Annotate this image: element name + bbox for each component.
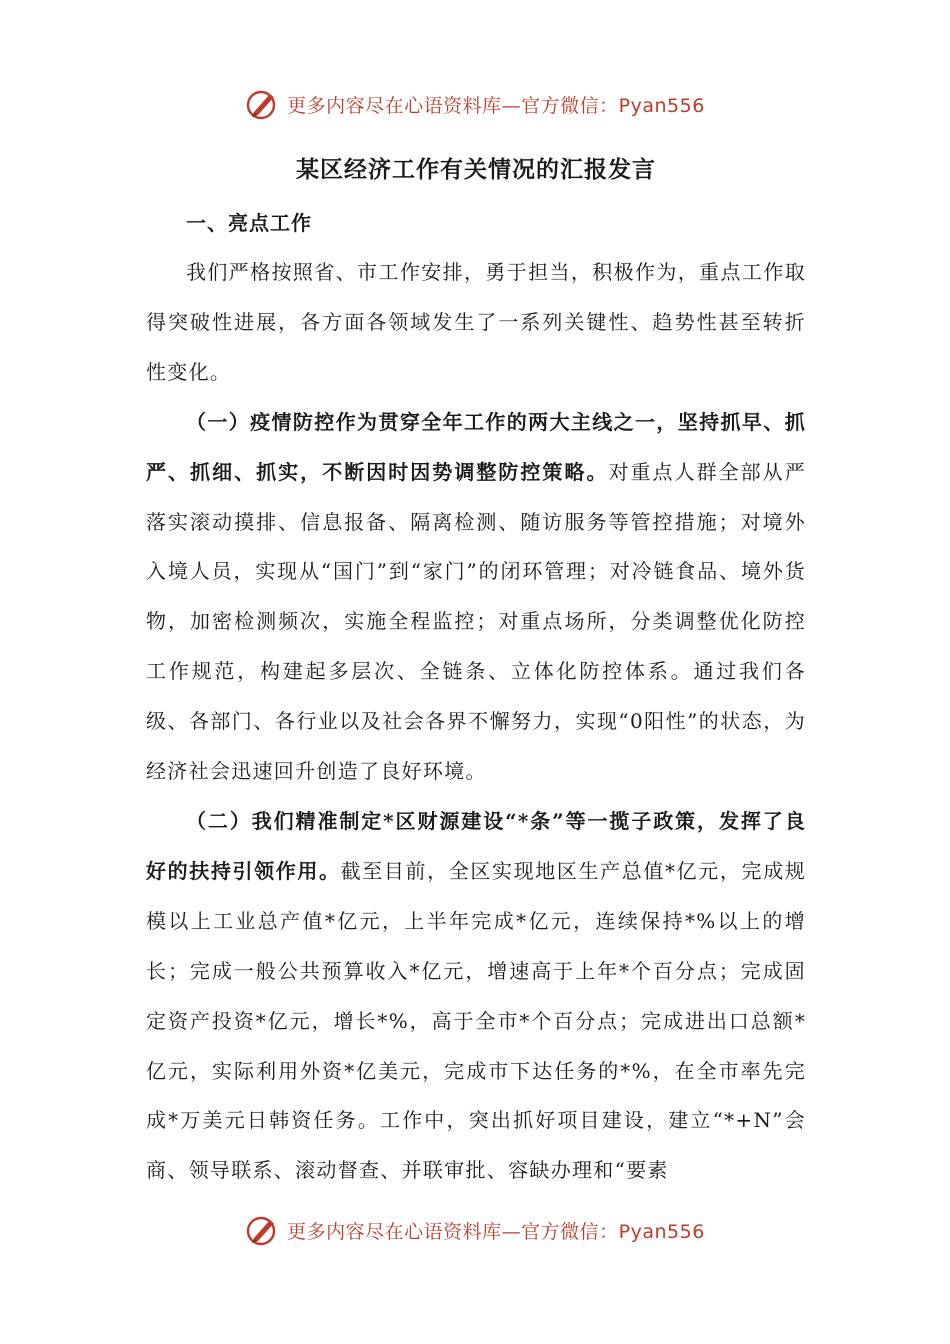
item-one-body: 对重点人群全部从严落实滚动摸排、信息报备、隔离检测、随访服务等管控措施；对境外入境人员，实现从“国门”到“家门”的闭环管理；对冷链食品、境外货物，加密检测频次，实施全程监控；对重点场所，分类调整优化防控工作规范，构建起多层次、全链条、立体化防控体系。通过我们各级、各部门、各行业以及社会各界不懈努力，实现“0阳性”的状态，为经济社会迅速回升创造了良好环境。 [146,459,806,784]
document-body [146,148,806,1196]
item-two-body: 截至目前，全区实现地区生产总值*亿元，完成规模以上工业总产值*亿元，上半年完成*亿元，连续保持*%以上的增长；完成一般公共预算收入*亿元，增速高于上年*个百分点；完成固定资产投资*亿元，增长*%，高于全市*个百分点；完成进出口总额*亿元，实际利用外资*亿美元，完成市下达任务的*%，在全市率先完成*万美元日韩资任务。工作中，突出抓好项目建设，建立“*+N”会商、领导联系、滚动督查、并联审批、容缺办理和“要素 [146,858,806,1183]
wechat-id: Pyan556 [618,94,705,117]
item-two-paragraph [146,797,806,1196]
watermark-text: 更多内容尽在心语资料库—官方微信：Pyan556 [287,94,705,117]
wechat-id: Pyan556 [618,1220,705,1243]
item-one-lead: （一）疫情防控作为贯穿全年工作的两大主线之一，坚持抓早、抓严、抓细、抓实，不断因时因势调整防控策略。 [146,409,806,484]
pen-logo-icon [245,1212,281,1248]
pen-logo-icon [245,86,281,122]
footer-watermark-banner [0,1208,950,1252]
item-one-paragraph [146,398,806,797]
watermark-text: 更多内容尽在心语资料库—官方微信：Pyan556 [287,1220,705,1243]
header-watermark-banner [0,82,950,126]
document-title: 某区经济工作有关情况的汇报发言 [296,156,656,183]
item-two-lead: （二）我们精准制定*区财源建设“*条”等一揽子政策，发挥了良好的扶持引领作用。 [146,808,806,883]
section-heading: 一、亮点工作 [186,211,312,235]
intro-paragraph: 我们严格按照省、市工作安排，勇于担当，积极作为，重点工作取得突破性进展，各方面各领域发生了一系列关键性、趋势性甚至转折性变化。 [146,260,806,384]
